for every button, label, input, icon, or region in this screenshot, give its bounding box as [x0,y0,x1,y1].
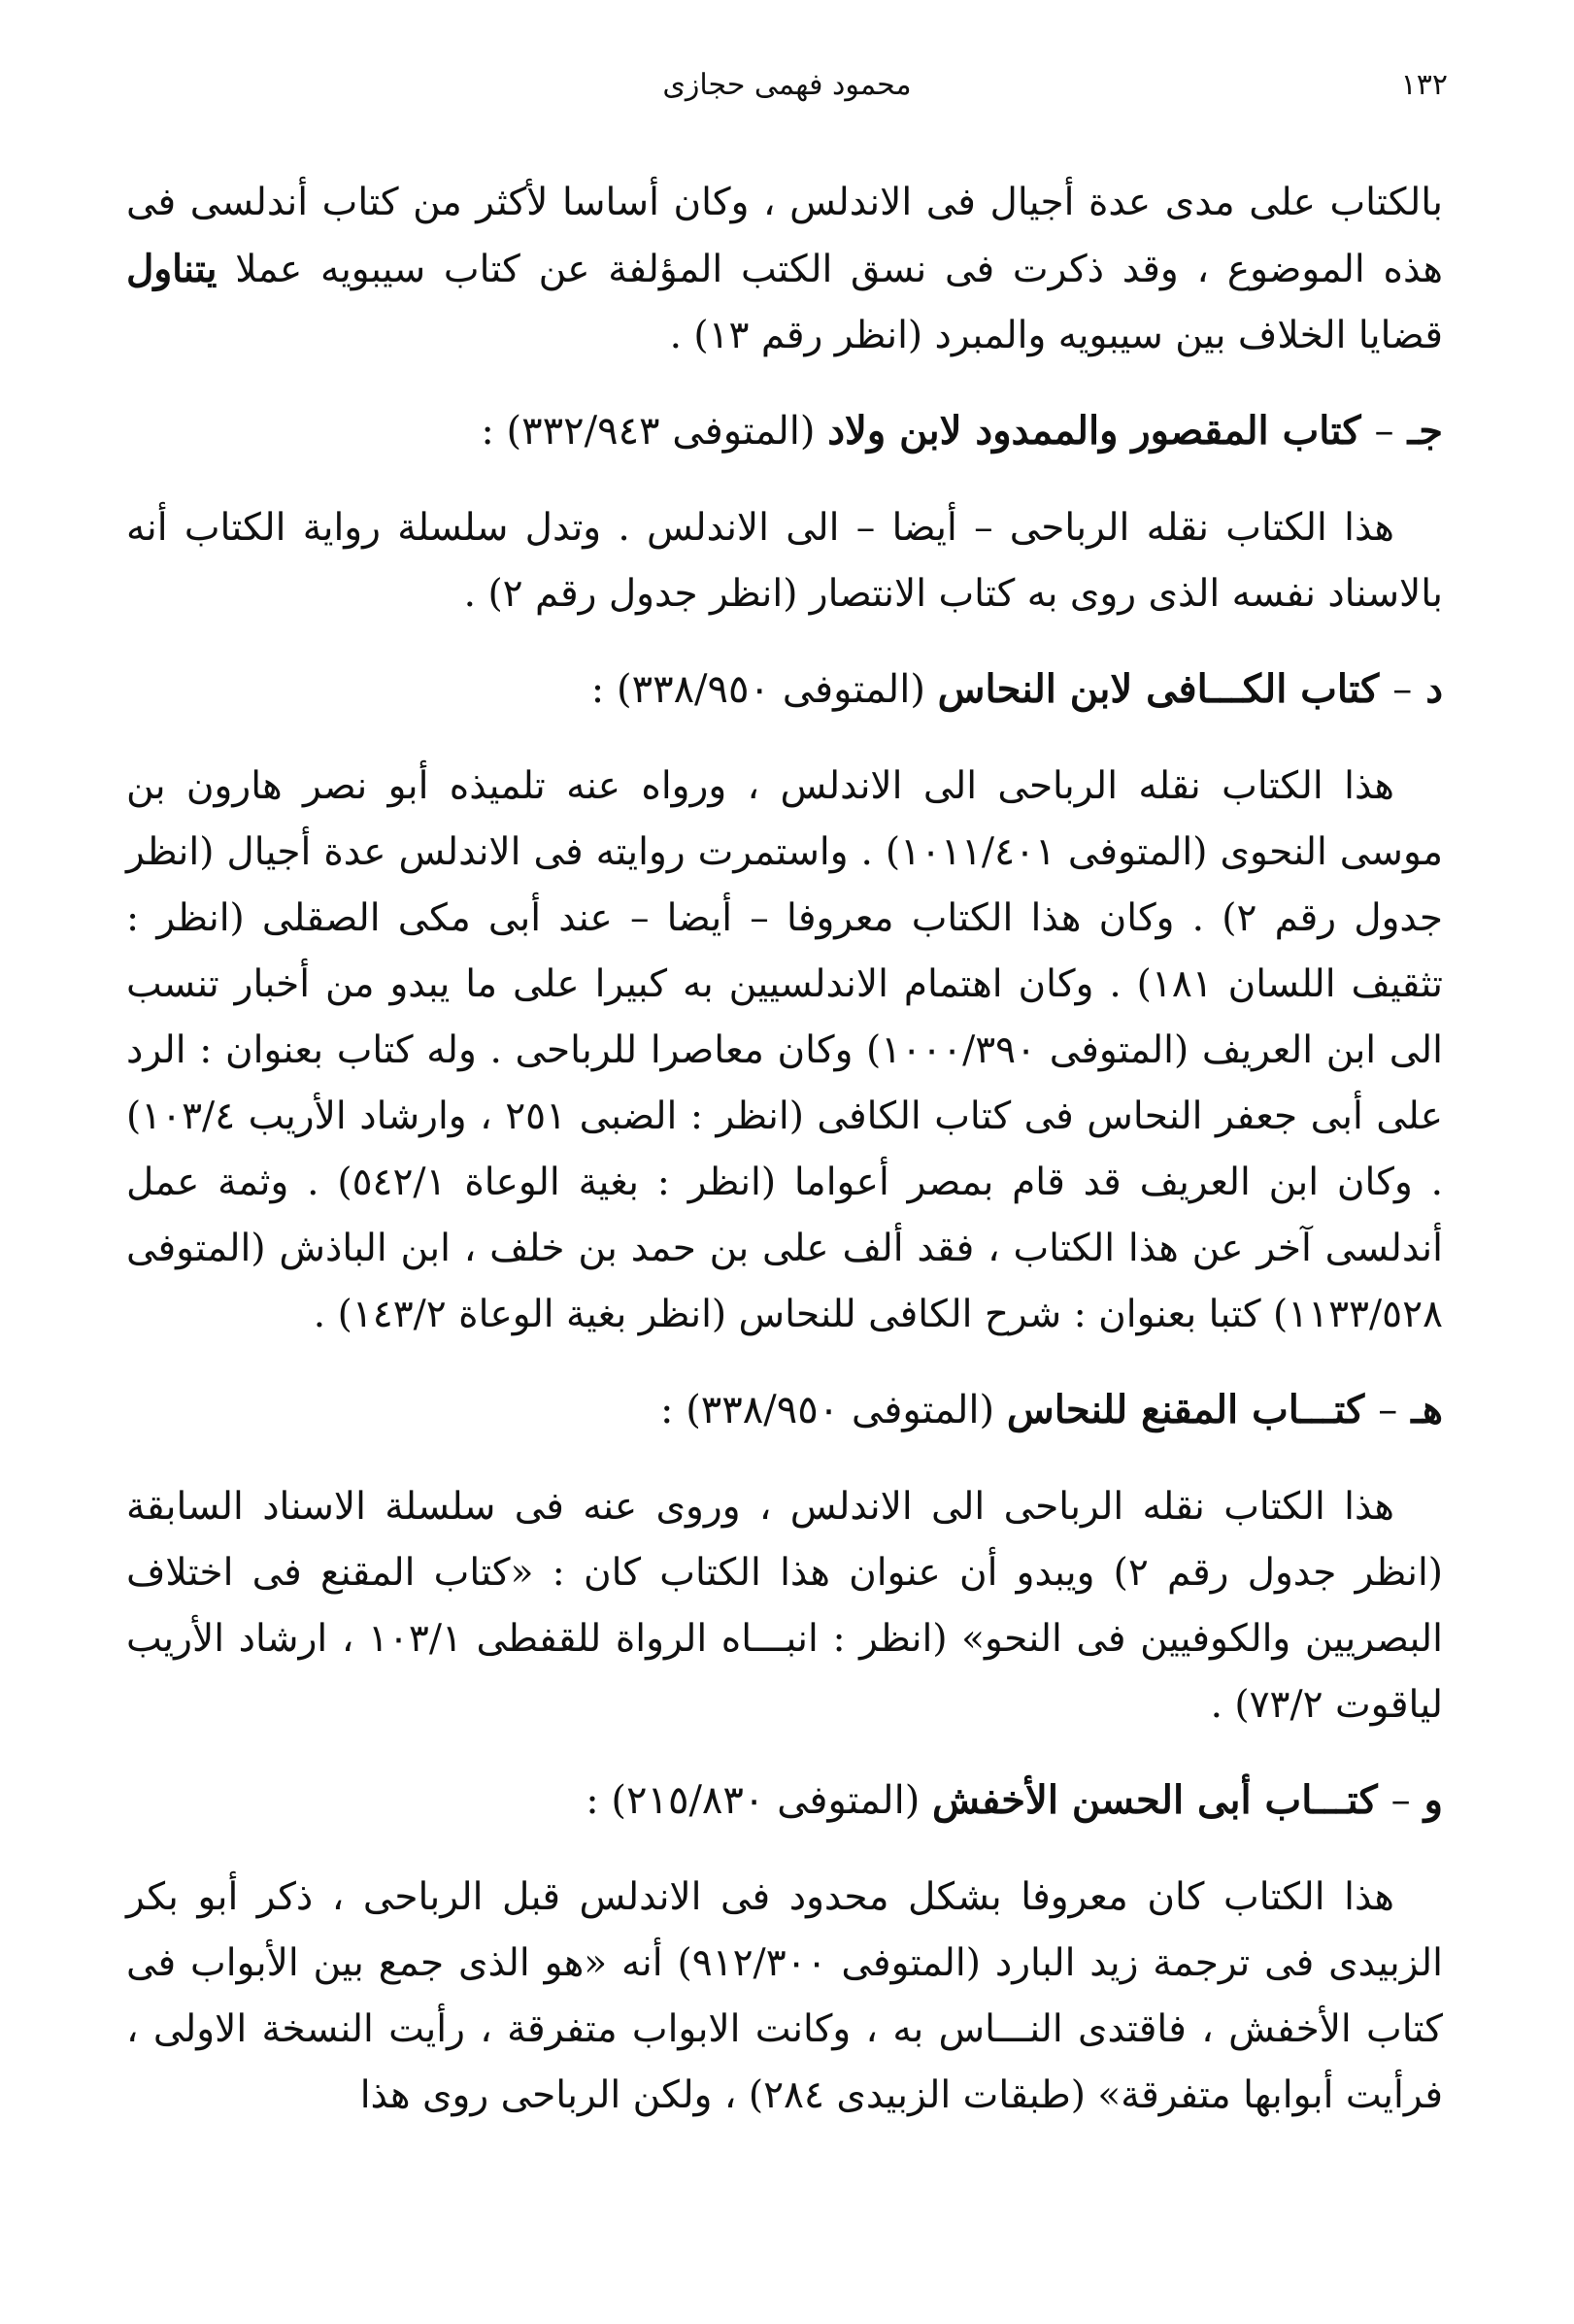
section-death-date: (المتوفى ٣٣٢/٩٤٣) : [481,409,816,454]
page-body [126,170,1443,2129]
section-heading-waw [126,1768,1443,1834]
page-number: ١٣٢ [1400,68,1448,102]
section-letter: و [1423,1777,1443,1823]
section-letter: د [1425,666,1443,712]
section-death-date: (المتوفى ٣٣٨/٩٥٠) : [660,1388,995,1432]
section-heading-jim [126,398,1443,464]
intro-text-end: قضايا الخلاف بين سيبويه والمبرد (انظر رقم ١٣) . [669,314,1443,357]
section-letter: هـ [1411,1387,1443,1432]
section-title: كتاب المقصور والممدود لابن ولاد [827,408,1361,454]
section-dash: – [1390,1778,1411,1823]
section-letter: جـ [1407,408,1443,454]
section-paragraph-waw: هذا الكتاب كان معروفا بشكل محدود فى الاندلس قبل الرباحى ، ذكر أبو بكر الزبيدى فى ترجمة زيد البارد (المتوفى ٩١٢/٣٠٠) أنه «هو الذى جمع بين الأبواب فى كتاب الأخفش ، فاقتدى النـــاس به ، وكانت الابواب متفرقة ، رأيت النسخة الاولى ، فرأيت أبوابها متفرقة» (طبقات الزبيدى ٢٨٤) ، ولكن الرباحى روى هذا [126,1875,1443,2117]
section-title: كتـــاب المقنع للنحاس [1006,1387,1365,1432]
intro-text: بالكتاب على مدى عدة أجيال فى الاندلس ، وكان أساسا لأكثر من كتاب أندلسى فى هذه الموضوع ، وقد ذكرت فى نسق الكتب المؤلفة عن كتاب سيبويه عملا [126,181,1443,291]
section-paragraph-dal: هذا الكتاب نقله الرباحى الى الاندلس ، ورواه عنه تلميذه أبو نصر هارون بن موسى النحوى (المتوفى ١٠١١/٤٠١) . واستمرت روايته فى الاندلس عدة أجيال (انظر جدول رقم ٢) . وكان هذا الكتاب معروفا – أيضا – عند أبى مكى الصقلى (انظر : تثقيف اللسان ١٨١) . وكان اهتمام الاندلسيين به كبيرا على ما يبدو من أخبار تنسب الى ابن العريف (المتوفى ١٠٠٠/٣٩٠) وكان معاصرا للرباحى . وله كتاب بعنوان : الرد على أبى جعفر النحاس فى كتاب الكافى (انظر : الضبى ٢٥١ ، وارشاد الأريب ١٠٣/٤) . وكان ابن العريف قد قام بمصر أعواما (انظر : بغية الوعاة ٥٤٢/١) . وثمة عمل أندلسى آخر عن هذا الكتاب ، فقد ألف على بن حمد بن خلف ، ابن الباذش (المتوفى ١١٣٣/٥٢٨) كتبا بعنوان : شرح الكافى للنحاس (انظر بغية الوعاة ١٤٣/٢) . [126,764,1443,1336]
section-dash: – [1392,667,1413,712]
intro-bold-word: يتناول [126,247,218,291]
section-dash: – [1374,409,1394,454]
running-header [126,68,1448,117]
running-title: محمود فهمى حجازى [662,68,912,102]
section-death-date: (المتوفى ٢١٥/٨٣٠) : [586,1778,921,1823]
section-title: كتاب الكـــافى لابن النحاس [937,666,1380,712]
section-title: كتـــاب أبى الحسن الأخفش [932,1777,1378,1823]
intro-paragraph [126,170,1443,369]
section-dash: – [1378,1388,1398,1432]
section-death-date: (المتوفى ٣٣٨/٩٥٠) : [590,667,925,712]
section-paragraph-jim: هذا الكتاب نقله الرباحى – أيضا – الى الاندلس . وتدل سلسلة رواية الكتاب أنه بالاسناد نفسه الذى روى به كتاب الانتصار (انظر جدول رقم ٢) . [126,506,1443,616]
section-heading-ha [126,1377,1443,1443]
section-heading-dal [126,657,1443,723]
section-paragraph-ha: هذا الكتاب نقله الرباحى الى الاندلس ، وروى عنه فى سلسلة الاسناد السابقة (انظر جدول رقم ٢) ويبدو أن عنوان هذا الكتاب كان : «كتاب المقنع فى اختلاف البصريين والكوفيين فى النحو» (انظر : انبـــاه الرواة للقفطى ١٠٣/١ ، ارشاد الأريب لياقوت ٧٣/٢) . [126,1485,1443,1727]
